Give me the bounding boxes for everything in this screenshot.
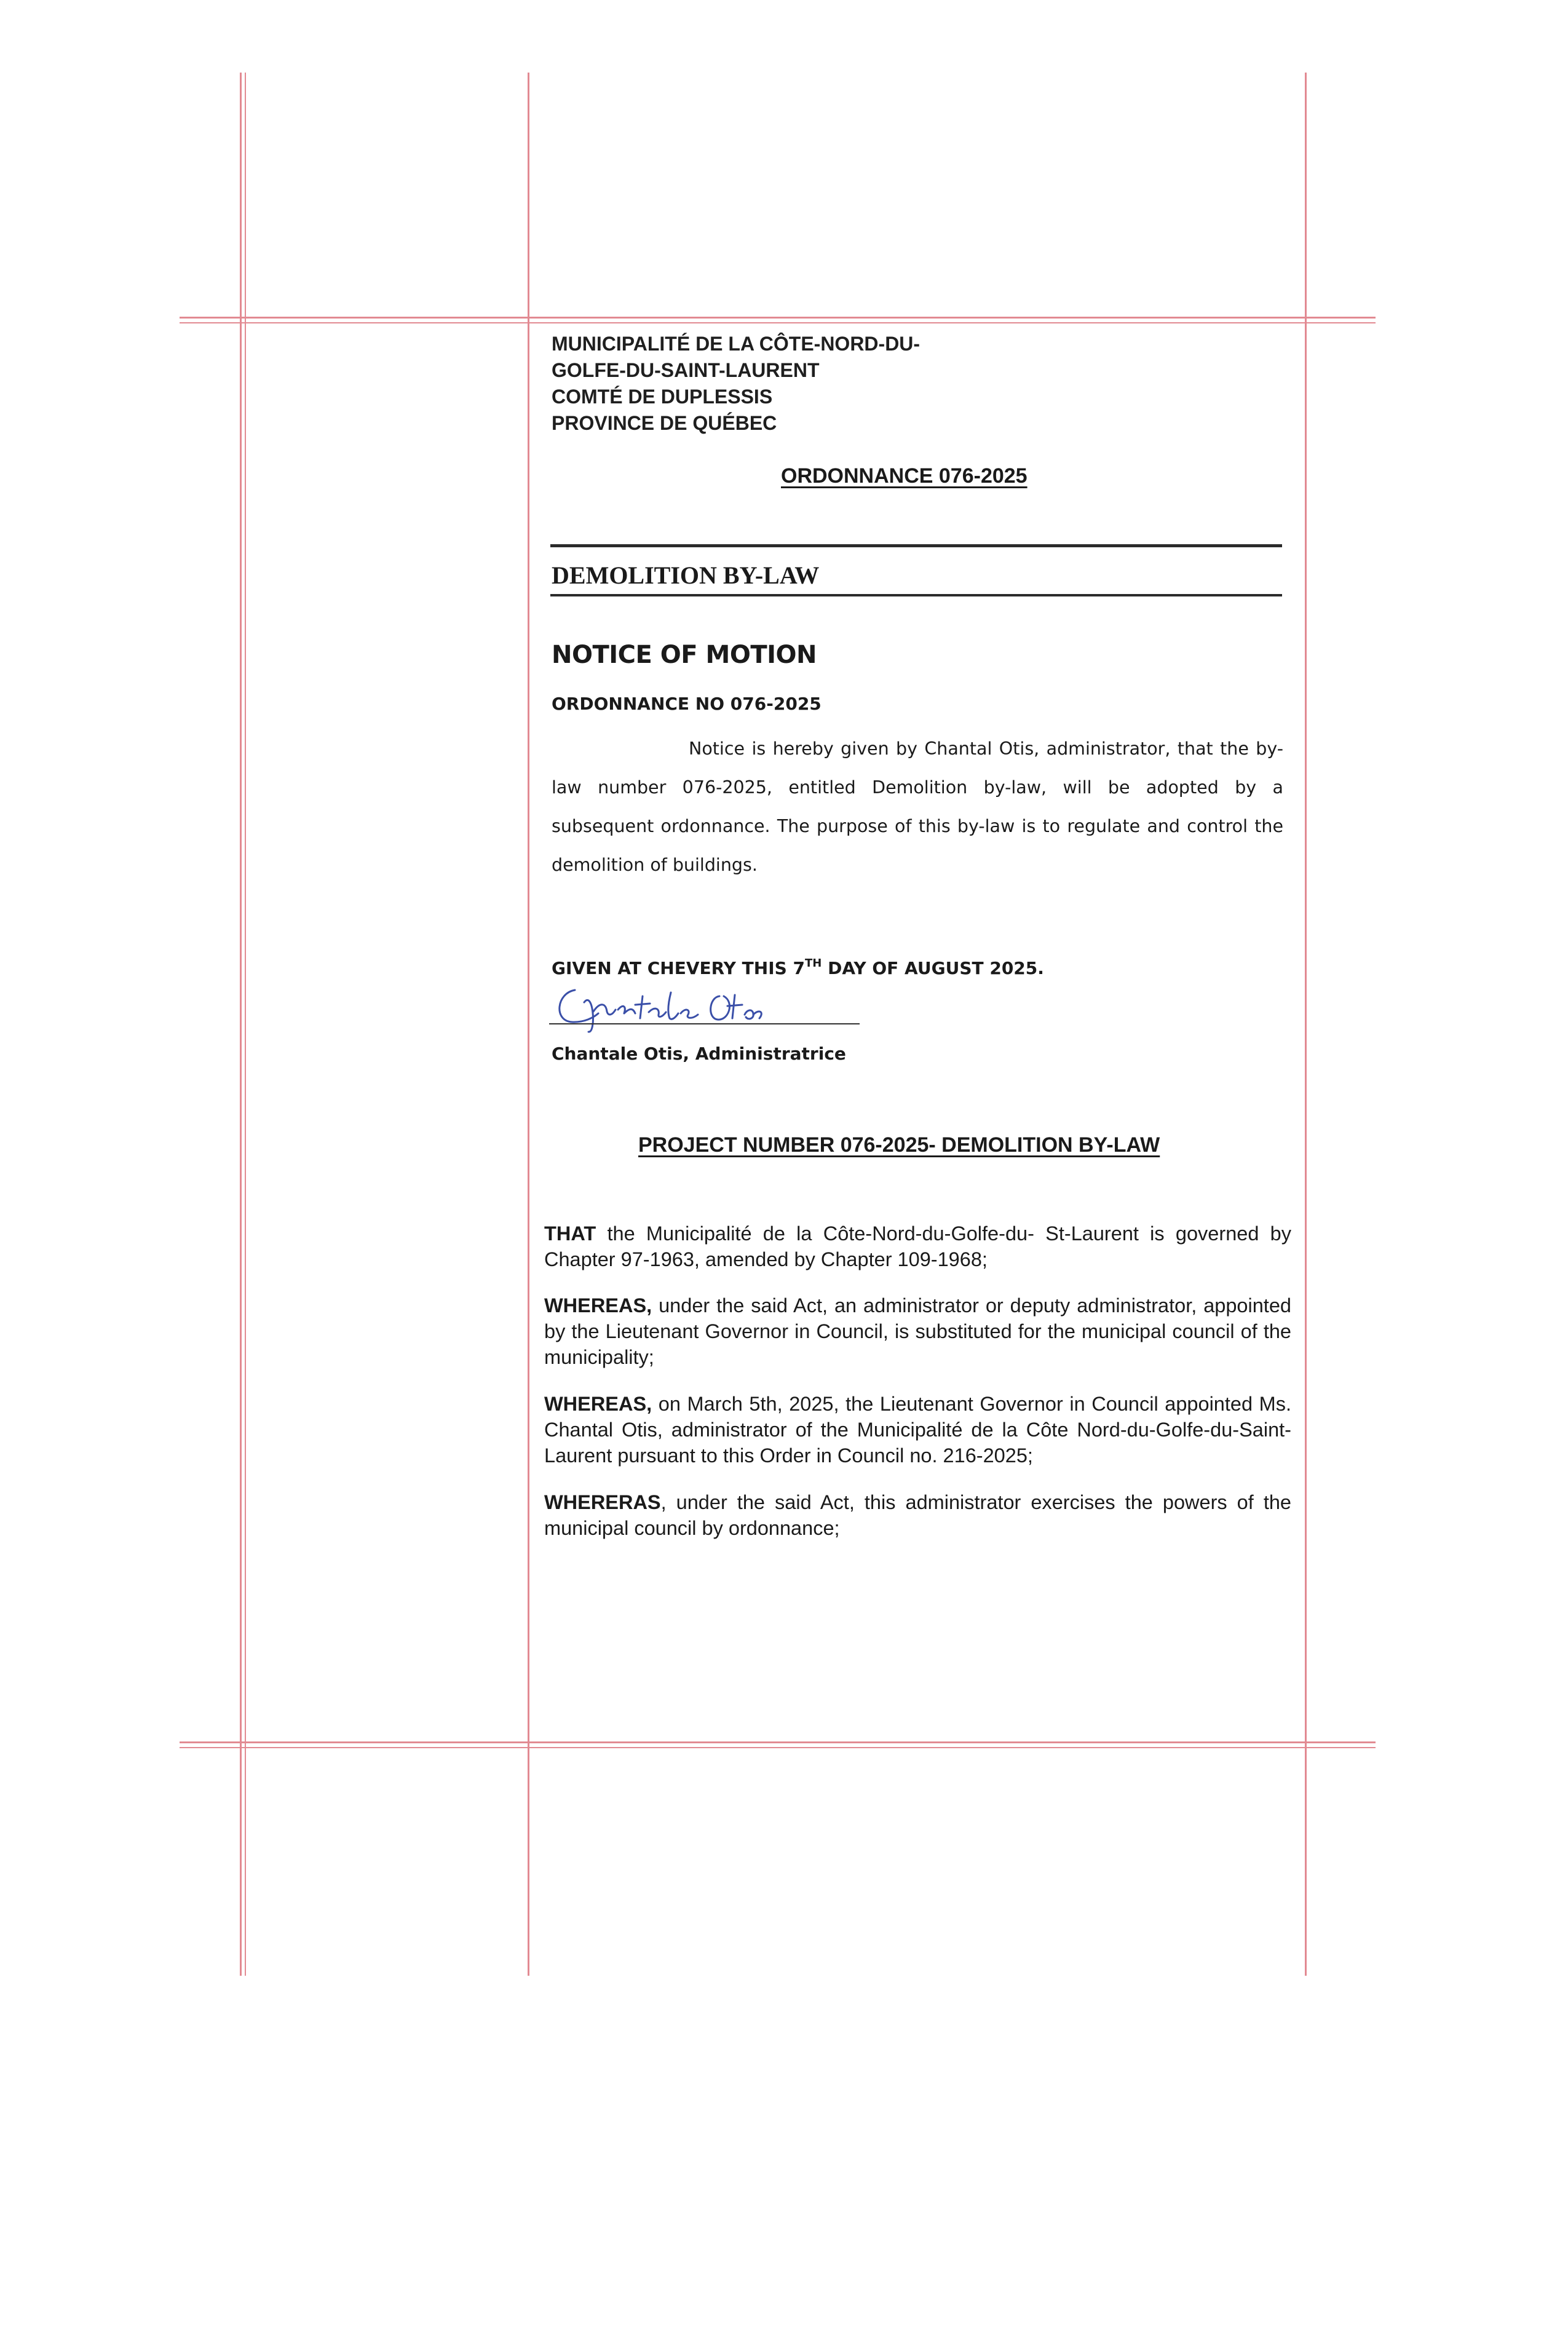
margin-rule-left-inner	[528, 73, 529, 1976]
header-line-4: PROVINCE DE QUÉBEC	[552, 412, 777, 434]
margin-rule-bottom	[180, 1741, 1376, 1743]
notice-body: Notice is hereby given by Chantal Otis, administrator, that the by-law number 076-2025, entitled Demolition by-law, will be adopted by a subsequent ordonnance. The purpose of this by-law is to regulate and control the demolition of buildings.	[552, 739, 1283, 875]
given-suffix: DAY OF AUGUST 2025.	[822, 958, 1044, 978]
margin-rule-left-outer	[240, 73, 242, 1976]
clause-lead: WHERERAS	[544, 1491, 661, 1513]
divider-bottom	[550, 594, 1282, 596]
margin-rule-top	[180, 317, 1376, 319]
header-line-1: MUNICIPALITÉ DE LA CÔTE-NORD-DU-	[552, 333, 921, 355]
clause-text: the Municipalité de la Côte-Nord-du-Golfe-du- St-Laurent is governed by Chapter 97-1963, amended by Chapter 109-1968;	[544, 1222, 1291, 1270]
header-line-2: GOLFE-DU-SAINT-LAURENT	[552, 359, 820, 381]
clause-whereas-3	[544, 1489, 1291, 1541]
margin-rule-right	[1305, 73, 1307, 1976]
notice-title: NOTICE OF MOTION	[552, 641, 817, 669]
clause-text: under the said Act, an administrator or deputy administrator, appointed by the Lieutenant Governor in Council, is substituted for the municipal council of the municipality;	[544, 1294, 1291, 1368]
given-line	[552, 957, 1044, 978]
project-title: PROJECT NUMBER 076-2025- DEMOLITION BY-LAW	[638, 1133, 1160, 1157]
clause-whereas-1	[544, 1293, 1291, 1370]
municipality-header	[552, 331, 1043, 437]
clause-text: on March 5th, 2025, the Lieutenant Governor in Council appointed Ms. Chantal Otis, administrator of the Municipalité de la Côte Nord-du-Golfe-du-Saint-Laurent pursuant to this Order in Council no. 216-2025;	[544, 1393, 1291, 1467]
clause-lead: THAT	[544, 1222, 596, 1245]
header-line-3: COMTÉ DE DUPLESSIS	[552, 386, 773, 408]
demolition-title: DEMOLITION BY-LAW	[552, 561, 820, 589]
given-superscript: TH	[805, 957, 822, 970]
signature	[550, 978, 815, 1033]
margin-rule-left-outer-2	[245, 73, 246, 1976]
signer-name: Chantale Otis, Administratrice	[552, 1044, 846, 1064]
notice-subtitle: ORDONNANCE NO 076-2025	[552, 694, 822, 714]
clause-that	[544, 1221, 1291, 1272]
ordonnance-title: ORDONNANCE 076-2025	[781, 464, 1028, 488]
clause-whereas-2	[544, 1391, 1291, 1468]
given-prefix: GIVEN AT CHEVERY THIS 7	[552, 958, 806, 978]
divider-top	[550, 544, 1282, 547]
clause-lead: WHEREAS,	[544, 1393, 652, 1415]
clause-text: , under the said Act, this administrator exercises the powers of the municipal council by ordonnance;	[544, 1491, 1291, 1539]
margin-rule-top-2	[180, 322, 1376, 323]
clause-lead: WHEREAS,	[544, 1294, 652, 1317]
margin-rule-bottom-2	[180, 1747, 1376, 1748]
signature-line	[549, 1023, 860, 1024]
